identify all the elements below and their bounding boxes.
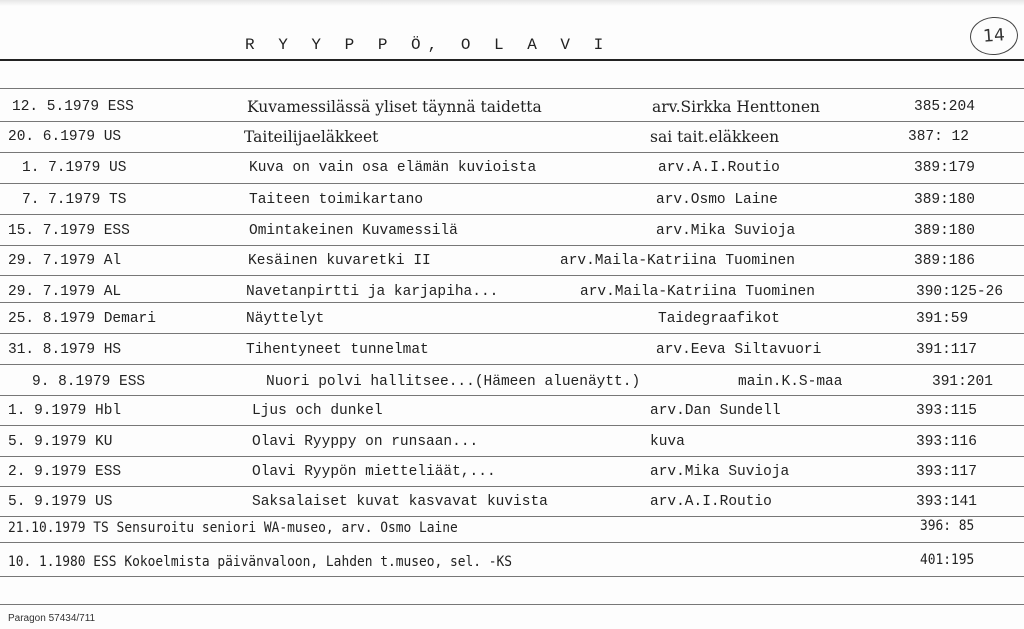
- rule: [0, 302, 1024, 303]
- entry-date: 9. 8.1979: [32, 374, 111, 390]
- rule: [0, 245, 1024, 246]
- entry-text: 21.10.1979 TS Sensuroitu seniori WA-museo, arv. Osmo Laine: [8, 520, 458, 536]
- entry-date-source: [8, 221, 130, 241]
- entry-note: arv.Maila-Katriina Tuominen: [580, 284, 815, 300]
- rule: [0, 333, 1024, 334]
- entry-note: arv.Sirkka Henttonen: [652, 98, 821, 116]
- entry-title: Nuori polvi hallitsee...(Hämeen aluenäytt.): [266, 374, 641, 390]
- entry-note: arv.A.I.Routio: [658, 160, 780, 176]
- entry-row: [0, 401, 1024, 425]
- entry-source: ESS: [119, 374, 146, 390]
- entry-reference: 396: 85: [920, 518, 975, 534]
- entry-source: US: [103, 129, 122, 145]
- entry-source: AL: [103, 284, 122, 300]
- entry-source: Hbl: [95, 403, 122, 419]
- entry-row: [0, 372, 1024, 396]
- entry-source: HS: [103, 342, 122, 358]
- entry-date-source: [22, 190, 126, 210]
- entry-date-source: [8, 462, 121, 482]
- entry-note: arv.Dan Sundell: [650, 403, 781, 419]
- entry-note: arv.Maila-Katriina Tuominen: [560, 253, 795, 269]
- entry-note: arv.Eeva Siltavuori: [656, 342, 822, 358]
- entry-title: Tihentyneet tunnelmat: [246, 342, 429, 358]
- entry-source: US: [109, 160, 127, 176]
- rule: [0, 395, 1024, 396]
- entry-source: ESS: [95, 464, 122, 480]
- entry-date-source: [8, 282, 121, 302]
- entry-source: ESS: [107, 99, 134, 115]
- entry-source: TS: [109, 192, 127, 208]
- entry-note: kuva: [650, 434, 685, 450]
- entry-date: 29. 7.1979: [8, 284, 96, 300]
- entry-reference: 393:115: [916, 403, 977, 419]
- entry-reference: 391:117: [916, 342, 977, 358]
- entry-date: 31. 8.1979: [8, 342, 96, 358]
- entry-date: 1. 9.1979: [8, 403, 87, 419]
- entry-note: arv.A.I.Routio: [650, 494, 772, 510]
- entry-reference: 385:204: [914, 99, 975, 115]
- entry-row-full: [0, 550, 1024, 574]
- entry-date-source: [8, 401, 121, 421]
- rule: [0, 121, 1024, 122]
- entry-reference: 391:59: [916, 311, 969, 327]
- entry-title: Saksalaiset kuvat kasvavat kuvista: [252, 494, 548, 510]
- entry-title: Olavi Ryypön mietteliäät,...: [252, 464, 496, 480]
- entry-text: 10. 1.1980 ESS Kokoelmista päivänvaloon, Lahden t.museo, sel. -KS: [8, 554, 513, 570]
- rule: [0, 456, 1024, 457]
- entry-row: [0, 97, 1024, 121]
- entry-date-source: [8, 309, 156, 329]
- entry-note: Taidegraafikot: [658, 311, 780, 327]
- entry-title: Taiteen toimikartano: [249, 192, 424, 208]
- entry-title: Kuva on vain osa elämän kuvioista: [249, 160, 537, 176]
- entry-note: arv.Mika Suvioja: [650, 464, 790, 480]
- entry-date: 2. 9.1979: [8, 464, 87, 480]
- entry-reference: 389:180: [914, 223, 975, 239]
- entry-date-source: [32, 372, 145, 392]
- printer-mark: Paragon 57434/711: [8, 613, 96, 624]
- entry-note: main.K.S-maa: [738, 374, 843, 390]
- entry-source: Al: [103, 253, 122, 269]
- entry-row: [0, 158, 1024, 182]
- entry-row-full: [0, 516, 1024, 540]
- entry-title: Kuvamessilässä yliset täynnä taidetta: [247, 98, 542, 116]
- entry-date-source: [8, 432, 112, 452]
- rule: [0, 275, 1024, 276]
- entry-reference: 390:125-26: [916, 284, 1004, 300]
- entry-reference: 393:141: [916, 494, 977, 510]
- scan-shadow: [0, 0, 1024, 6]
- entry-note: arv.Mika Suvioja: [656, 223, 796, 239]
- entry-reference: 389:180: [914, 192, 975, 208]
- rule: [0, 486, 1024, 487]
- entry-title: Navetanpirtti ja karjapiha...: [246, 284, 499, 300]
- entry-date: 29. 7.1979: [8, 253, 96, 269]
- entry-title: Olavi Ryyppy on runsaan...: [252, 434, 479, 450]
- entry-row: [0, 127, 1024, 151]
- entry-title: Näyttelyt: [246, 311, 325, 327]
- entry-date: 7. 7.1979: [22, 192, 101, 208]
- rule: [0, 152, 1024, 153]
- entry-source: KU: [95, 434, 113, 450]
- entry-date-source: [8, 492, 112, 512]
- entry-date: 5. 9.1979: [8, 494, 87, 510]
- entry-title: Taiteilijaeläkkeet: [244, 128, 379, 146]
- entry-reference: 393:117: [916, 464, 977, 480]
- entry-date-source: [8, 340, 121, 360]
- entry-reference: 389:179: [914, 160, 975, 176]
- header-rule: [0, 59, 1024, 61]
- entry-reference: 389:186: [914, 253, 975, 269]
- entry-title: Omintakeinen Kuvamessilä: [249, 223, 458, 239]
- entry-row: [0, 432, 1024, 456]
- entry-date-source: [8, 251, 121, 271]
- entry-row: [0, 340, 1024, 364]
- rule: [0, 88, 1024, 89]
- entry-row: [0, 462, 1024, 486]
- entry-date: 12. 5.1979: [12, 99, 100, 115]
- entry-row: [0, 221, 1024, 245]
- entry-date: 25. 8.1979: [8, 311, 96, 327]
- entry-row: [0, 492, 1024, 516]
- rule: [0, 542, 1024, 543]
- entry-row: [0, 190, 1024, 214]
- rule: [0, 364, 1024, 365]
- entry-title: Kesäinen kuvaretki II: [248, 253, 431, 269]
- entry-source: US: [95, 494, 113, 510]
- entry-source: Demari: [103, 311, 156, 327]
- rule: [0, 214, 1024, 215]
- entry-date: 20. 6.1979: [8, 129, 96, 145]
- entry-source: ESS: [103, 223, 130, 239]
- rule: [0, 604, 1024, 605]
- card-title: R Y Y P P Ö, O L A V I: [245, 36, 611, 54]
- entry-title: Ljus och dunkel: [252, 403, 383, 419]
- card-number-circled: 14: [969, 15, 1020, 56]
- rule: [0, 183, 1024, 184]
- entry-reference: 401:195: [920, 552, 975, 568]
- entry-date: 5. 9.1979: [8, 434, 87, 450]
- rule: [0, 576, 1024, 577]
- entry-row: [0, 309, 1024, 333]
- entry-reference: 391:201: [932, 374, 993, 390]
- entry-reference: 387: 12: [908, 129, 969, 145]
- entry-note: sai tait.eläkkeen: [650, 128, 780, 146]
- entry-row: [0, 251, 1024, 275]
- entry-date-source: [22, 158, 126, 178]
- entry-date-source: [12, 97, 134, 117]
- entry-note: arv.Osmo Laine: [656, 192, 778, 208]
- entry-date: 15. 7.1979: [8, 223, 96, 239]
- entry-reference: 393:116: [916, 434, 977, 450]
- entry-date-source: [8, 127, 121, 147]
- entry-date: 1. 7.1979: [22, 160, 101, 176]
- rule: [0, 425, 1024, 426]
